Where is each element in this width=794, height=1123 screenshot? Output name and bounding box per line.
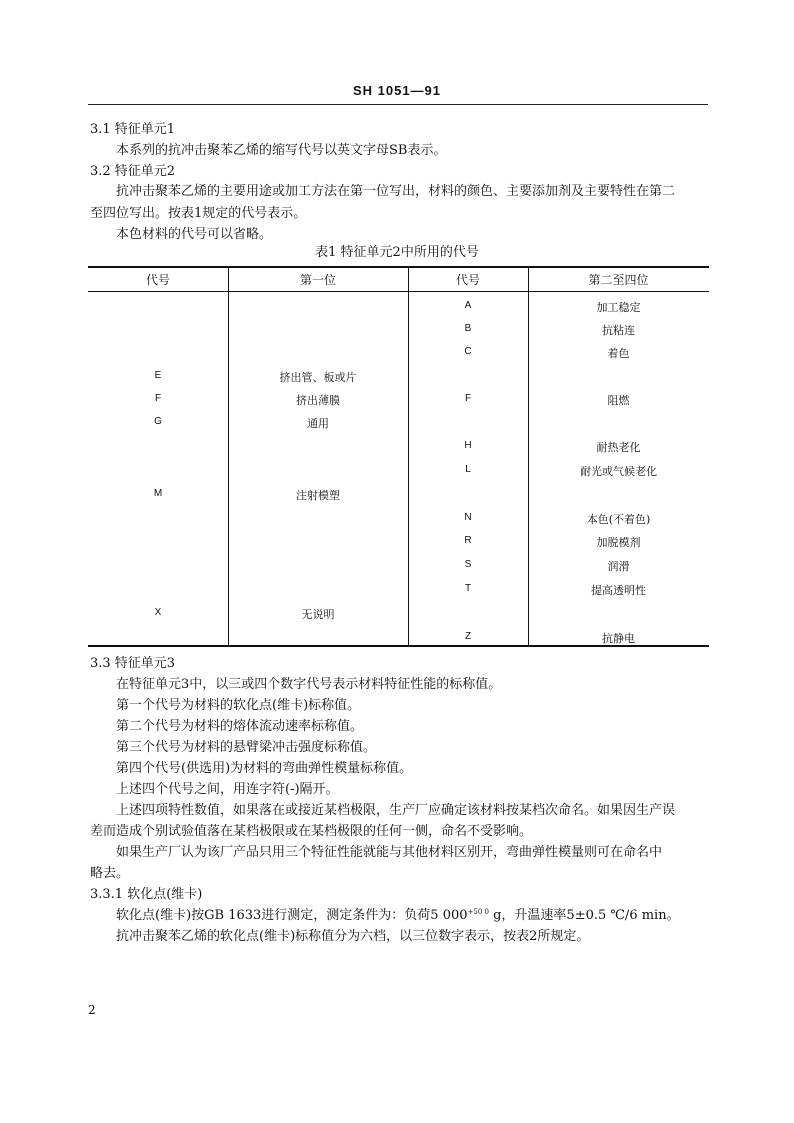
section-3-3-paragraph-line: 差而造成个别试验值落在某档极限或在某档极限的任何一侧，命名不受影响。: [90, 824, 533, 839]
test-condition-text-end: g，升温速率5±0.5 ℃/6 min。: [488, 908, 680, 923]
table-header-code-1: 代号: [145, 273, 170, 287]
first-desc-cell: 通用: [307, 417, 329, 430]
second-desc-cell: 本色(不着色): [586, 513, 651, 526]
second-desc-cell: 加工稳定: [596, 301, 641, 314]
second-desc-cell: 着色: [607, 347, 630, 360]
section-3-3-paragraph-line: 上述四项特性数值，如果落在或接近某档极限，生产厂应确定该材料按某档次命名。如果因生产误: [116, 803, 676, 818]
first-desc-cell: 注射模塑: [296, 489, 340, 502]
header-rule: [88, 104, 708, 105]
table-header-rule: [88, 291, 709, 292]
second-code-cell: T: [464, 583, 472, 594]
standard-code-header: SH 1051—91: [352, 83, 442, 98]
second-desc-cell: 耐光或气候老化: [580, 465, 657, 478]
table-1: [88, 266, 709, 647]
second-desc-cell: 润滑: [607, 560, 630, 573]
section-3-3-paragraph: 上述四个代号之间，用连字符(-)隔开。: [116, 782, 339, 797]
test-condition-text: 软化点(维卡)按GB 1633进行测定，测定条件为：负荷5 000: [116, 908, 468, 923]
first-desc-cell: 无说明: [301, 608, 335, 621]
section-3-1-paragraph: 本系列的抗冲击聚苯乙烯的缩写代号以英文字母SB表示。: [116, 143, 447, 158]
second-desc-cell: 抗静电: [602, 632, 635, 645]
second-code-cell: S: [464, 559, 472, 570]
second-desc-cell: 抗粘连: [602, 324, 635, 337]
second-code-cell: N: [464, 512, 472, 523]
section-3-3-1-heading: 3.3.1 软化点(维卡): [90, 887, 203, 902]
section-3-3-paragraph: 第一个代号为材料的软化点(维卡)标称值。: [116, 698, 361, 713]
second-code-cell: B: [464, 323, 472, 334]
section-3-3-paragraph: 第四个代号(供选用)为材料的弯曲弹性模量标称值。: [116, 761, 413, 776]
first-code-cell: X: [154, 607, 162, 618]
table-top-rule: [88, 266, 709, 268]
page-number: 2: [88, 1003, 96, 1017]
section-3-3-heading: 3.3 特征单元3: [90, 656, 176, 671]
second-code-cell: F: [464, 393, 472, 404]
second-code-cell: C: [464, 346, 472, 357]
section-3-3-paragraph: 第三个代号为材料的悬臂梁冲击强度标称值。: [116, 740, 377, 755]
first-code-cell: M: [153, 488, 163, 499]
second-desc-cell: 阻燃: [607, 394, 630, 407]
section-3-2-paragraph-line1: 抗冲击聚苯乙烯的主要用途或加工方法在第一位写出，材料的颜色、主要添加剂及主要特性在第二: [116, 184, 676, 199]
section-3-2-heading: 3.2 特征单元2: [90, 164, 176, 179]
second-desc-cell: 耐热老化: [596, 441, 641, 454]
second-desc-cell: 加脱模剂: [596, 536, 641, 549]
second-code-cell: Z: [464, 631, 472, 642]
first-desc-cell: 挤出薄膜: [296, 394, 340, 407]
second-code-cell: R: [464, 535, 472, 546]
table-header-second-to-fourth: 第二至四位: [588, 273, 649, 287]
section-3-3-1-paragraph: [116, 908, 680, 925]
second-desc-cell: 提高透明性: [591, 584, 646, 597]
first-desc-cell: 挤出管、板或片: [279, 371, 357, 384]
section-3-3-1-paragraph-2: 抗冲击聚苯乙烯的软化点(维卡)标称值分为六档，以三位数字表示，按表2所规定。: [116, 929, 590, 944]
table-header-code-2: 代号: [455, 273, 480, 287]
second-code-cell: H: [464, 440, 472, 451]
first-code-cell: E: [154, 370, 162, 381]
first-code-cell: G: [154, 416, 162, 427]
first-code-cell: F: [154, 393, 162, 404]
section-3-1-heading: 3.1 特征单元1: [90, 122, 176, 137]
section-3-3-paragraph-line: 如果生产厂认为该厂产品只用三个特征性能就能与其他材料区别开，弯曲弹性模量则可在命名中: [116, 845, 663, 860]
table-1-caption: 表1 特征单元2中所用的代号: [315, 245, 479, 260]
section-3-3-paragraph-line: 略去。: [90, 866, 130, 881]
second-code-cell: A: [464, 300, 472, 311]
section-3-2-paragraph-line2: 至四位写出。按表1规定的代号表示。: [90, 206, 307, 221]
section-3-3-paragraph: 第二个代号为材料的熔体流动速率标称值。: [116, 719, 364, 734]
second-code-cell: L: [465, 464, 471, 475]
load-tolerance-superscript: +50 0: [467, 908, 489, 916]
section-3-2-paragraph-2: 本色材料的代号可以省略。: [116, 227, 273, 242]
section-3-3-paragraph: 在特征单元3中，以三或四个数字代号表示材料特征性能的标称值。: [116, 677, 502, 692]
table-column-divider: [228, 266, 229, 647]
table-header-first-position: 第一位: [299, 273, 336, 287]
